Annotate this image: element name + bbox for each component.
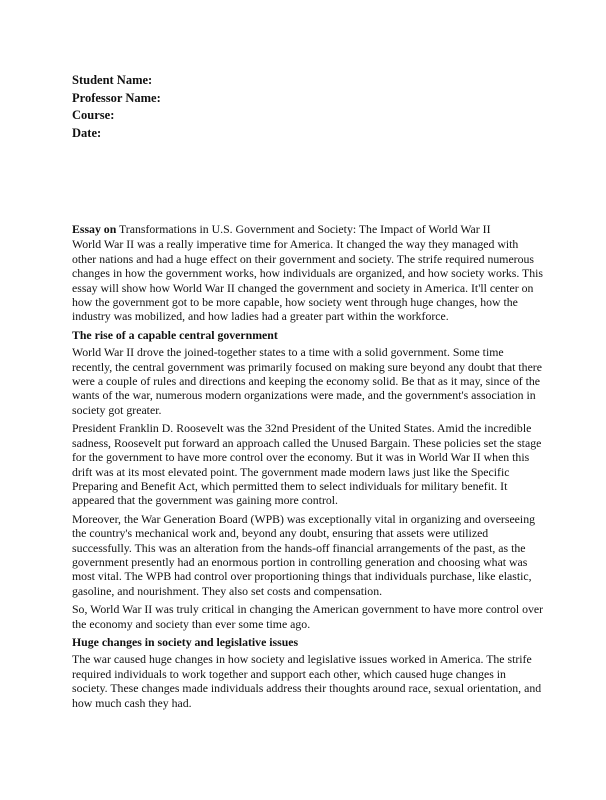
section1-paragraph-2: President Franklin D. Roosevelt was the 32nd President of the United States. Amid the incredible sadness, Roosevelt put forward an approach called the Unused Bargain. These policies set the stage for the government to have more control over the economy. But it was in World War II when this drift was at its most elevated point. The government made modern laws just like the Specific Preparing and Benefit Act, which permitted them to select individuals for military benefit. It appeared that the government was gaining more control.	[72, 421, 542, 508]
section2-paragraph-1: The war caused huge changes in how society and legislative issues worked in America. The strife required individuals to work together and support each other, which caused huge changes in society. These changes made individuals address their thoughts around race, sexual orientation, and how much cash they had.	[72, 652, 542, 710]
section-heading-central-government: The rise of a capable central government	[72, 327, 278, 342]
intro-paragraph: World War II was a really imperative time for America. It changed the way they managed with other nations and had a huge effect on their government and society. The strife required numerous changes in how the government works, how individuals are organized, and how society works. This essay will show how World War II changed the government and society in America. It'll center on how the government got to be more capable, how society went through huge changes, how the industry was mobilized, and how ladies had a greater part within the workforce.	[72, 237, 544, 324]
course-label: Course:	[72, 108, 115, 122]
essay-body	[72, 222, 544, 714]
date-label: Date:	[72, 125, 102, 140]
essay-title	[72, 222, 544, 236]
section1-paragraph-3: Moreover, the War Generation Board (WPB) was exceptionally vital in organizing and overseeing the country's mechanical work and, beyond any doubt, ensuring that assets were utilized successfully. This was an alteration from the hands-off financial arrangements of the past, as the government presently had an enormous portion in controlling generation and choosing what was most vital. The WPB had control over proportioning things that individuals purchase, like elastic, gasoline, and nourishment. They also set costs and compensation.	[72, 511, 535, 598]
professor-name-label: Professor Name:	[72, 90, 161, 105]
section1-paragraph-4: So, World War II was truly critical in changing the American government to have more control over the economy and society than ever some time ago.	[72, 602, 544, 631]
section-heading-society-changes: Huge changes in society and legislative issues	[72, 634, 299, 649]
student-name-label: Student Name:	[72, 73, 153, 87]
student-info-header	[72, 72, 161, 142]
section1-paragraph-1: World War II drove the joined-together states to a time with a solid government. Some time recently, the central government was primarily focused on making sure beyond any doubt that there were a couple of rules and directions and keeping the economy solid. Be that as it may, since of the wants of the war, numerous modern organizations were made, and the government's association in society got greater.	[72, 345, 542, 417]
essay-title-lead: Essay on	[72, 222, 117, 236]
essay-title-text: Transformations in U.S. Government and Society: The Impact of World War II	[116, 222, 491, 236]
